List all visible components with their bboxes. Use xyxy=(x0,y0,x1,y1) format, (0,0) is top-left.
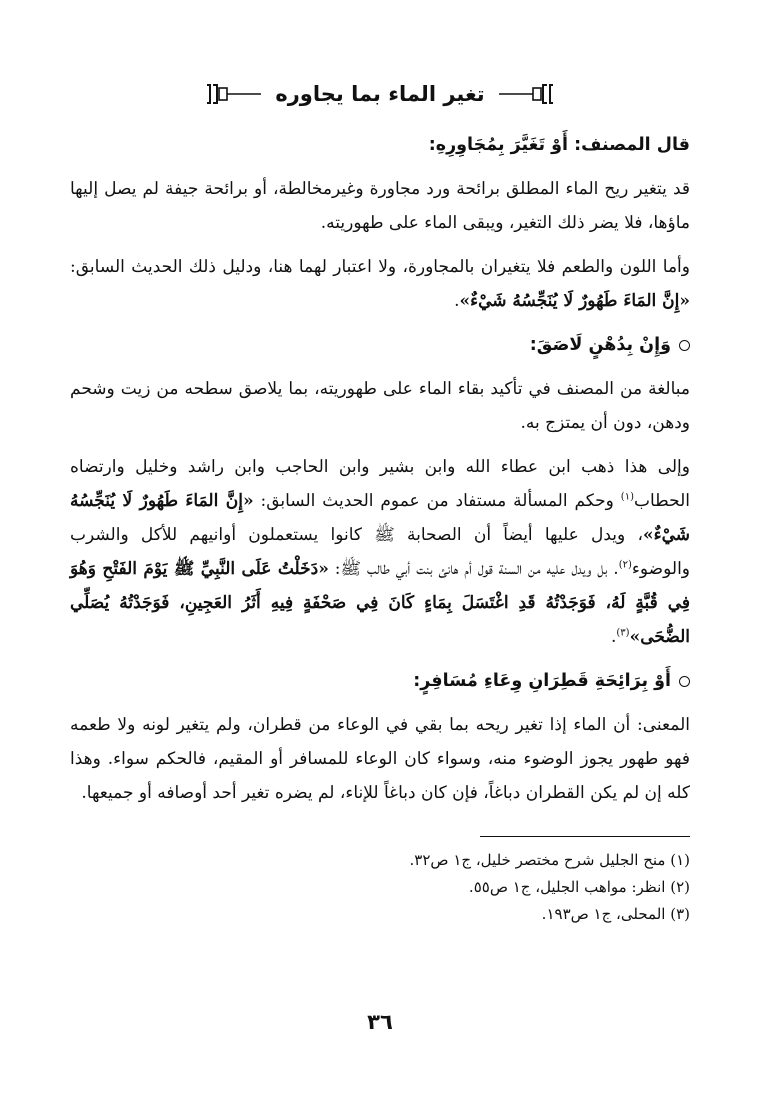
footnote-ref-2: (٢) xyxy=(618,559,632,571)
hadith-quote: «إِنَّ المَاءَ طَهُورٌ لَا يُنَجِّسُهُ شَيْءٌ» xyxy=(459,291,690,311)
footnote-1: (١) منح الجليل شرح مختصر خليل، ج١ ص٣٢. xyxy=(409,851,690,869)
punctuation: . xyxy=(454,291,460,311)
section2-paragraph-2 xyxy=(70,450,690,654)
chapter-title: تغير الماء بما يجاوره xyxy=(275,82,485,106)
section1-paragraph-2 xyxy=(70,250,690,318)
footnote-ref-1: (١) xyxy=(620,491,634,503)
matn-text: أَوْ تَغَيَّرَ بِمُجَاوِرِهِ: xyxy=(428,135,569,155)
page-number: ٣٦ xyxy=(367,1010,393,1034)
paragraph-text: وأما اللون والطعم فلا يتغيران بالمجاورة، ولا اعتبار لهما هنا، ودليل ذلك الحديث السابق: xyxy=(70,257,690,277)
matn-text: وَإِنْ بِدُهْنٍ لَاصَقَ: xyxy=(529,335,671,355)
paragraph-text: وإلى هذا ذهب ابن عطاء الله وابن بشير وابن الحاجب وابن راشد وخليل وارتضاه الحطاب xyxy=(70,457,690,511)
section2-paragraph-1: مبالغة من المصنف في تأكيد بقاء الماء على طهوريته، بما يلاصق سطحه من زيت وشحم ودهن، دون أن يمتزج به. xyxy=(70,379,690,433)
hadith-quote: «إِنَّ المَاءَ طَهُورٌ لَا يُنَجِّسُهُ شَيْءٌ» xyxy=(70,491,690,545)
hadith-text: «دَخَلْتُ عَلَى النَّبِيِّ ﷺ يَوْمَ الفَتْحِ وَهُوَ فِي قُبَّةٍ لَهُ، فَوَجَدْتُهُ قَدِ اغْتَسَلَ بِمَاءٍ كَانَ فِي صَحْفَةٍ فِيهِ أَثَرُ العَجِينِ، فَوَجَدْتُهُ يُصَلِّي الضُّحَى» xyxy=(70,559,690,647)
paragraph-text: وحكم المسألة مستفاد من عموم الحديث السابق: xyxy=(260,491,621,511)
punctuation: . xyxy=(610,627,617,647)
circle-bullet-icon xyxy=(679,340,690,351)
footnote-divider xyxy=(480,836,690,837)
footnote-3: (٣) المحلى، ج١ ص١٩٣. xyxy=(541,905,690,923)
circle-bullet-icon xyxy=(679,676,690,687)
matn-text: أَوْ بِرَائِحَةِ قَطِرَانِ وِعَاءِ مُسَافِرٍ: xyxy=(413,671,671,691)
paragraph-text: ، ويدل عليها أيضاً أن الصحابة ﷺ كانوا يستعملون أوانيهم للأكل والشرب والوضوء xyxy=(70,525,691,579)
section3-paragraph-1: المعنى: أن الماء إذا تغير ريحه بما بقي في الوعاء من قطران، ولم يتغير لونه ولا طعمه فهو طهور يجوز الوضوء منه، وسواء كان الوعاء للمسافر أو المقيم، فالحكم سواء. وهذا كله إن لم يكن القطران دباغاً، فإن كان دباغاً للإناء، لم يضره تغير أحد أوصافه أو جميعها. xyxy=(70,715,690,803)
footnote-2: (٢) انظر: مواهب الجليل، ج١ ص٥٥. xyxy=(468,878,690,896)
paragraph-text: . بل ويدل عليه من السنة قول أم هانئ بنت أبي طالب ﷺ: xyxy=(334,559,619,579)
chapter-header xyxy=(70,70,690,118)
section2-lead xyxy=(70,328,690,362)
bracket-ornament-icon xyxy=(205,83,261,105)
footnote-ref-3: (٣) xyxy=(616,627,630,639)
section1-paragraph-1: قد يتغير ريح الماء المطلق برائحة ورد مجاورة وغيرمخالطة، أو برائحة جيفة لم يصل إليها ماؤها، فلا يضر ذلك التغير، ويبقى الماء على طهوريته. xyxy=(70,179,690,233)
section3-lead xyxy=(70,664,690,698)
page-body xyxy=(70,70,690,928)
author-label: قال المصنف: xyxy=(574,135,690,155)
bracket-ornament-icon xyxy=(499,83,555,105)
section1-lead xyxy=(70,128,690,162)
